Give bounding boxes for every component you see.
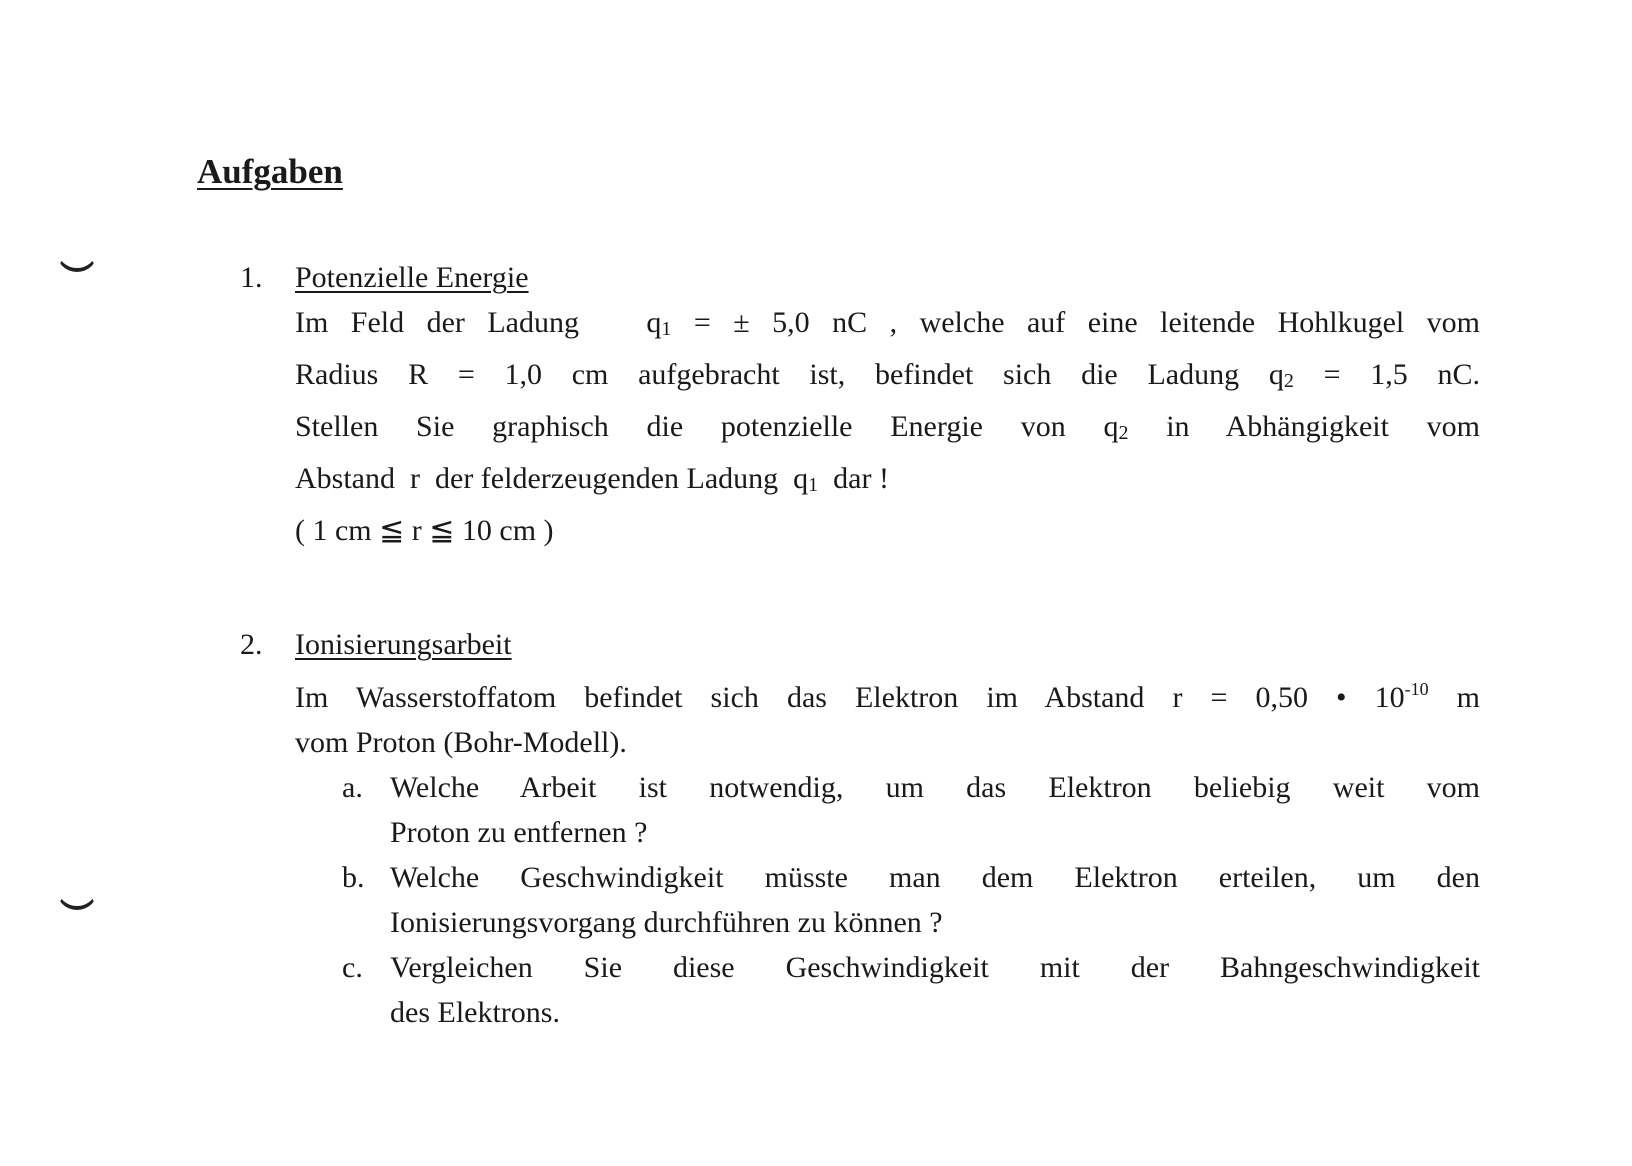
task-body — [295, 667, 1480, 765]
subitem-line: Vergleichen Sie diese Geschwindigkeit mit der Bahngeschwindigkeit — [390, 951, 1480, 984]
subitem-letter: a. — [342, 771, 363, 804]
subitem-text — [390, 945, 1480, 1035]
formula-q1 — [601, 306, 897, 339]
subitem-c — [342, 945, 1480, 1035]
subitem-text — [390, 765, 1480, 855]
subitem-a — [342, 765, 1480, 855]
subitem-list — [342, 765, 1480, 1035]
text-fragment: Stellen Sie graphisch die potenzielle Energie von — [295, 410, 1066, 443]
formula-radius — [1172, 681, 1480, 714]
symbol-q: q — [1103, 410, 1119, 443]
subitem-letter: c. — [342, 951, 363, 984]
text-fragment: Im Wasserstoffatom befindet sich das Elektron im Abstand — [295, 681, 1145, 714]
punch-hole-mark — [56, 244, 98, 272]
text-fragment: Radius — [295, 358, 379, 391]
subscript: 1 — [661, 318, 672, 340]
task-number: 2. — [240, 628, 263, 661]
task-text-line — [295, 667, 1480, 720]
text-fragment: dar ! — [833, 462, 889, 495]
formula-value: r = 0,50 • 10 — [1172, 681, 1405, 714]
formula-q2 — [1269, 358, 1480, 391]
formula-q1 — [793, 462, 818, 495]
task-text-line — [295, 404, 1480, 456]
task-text-line — [295, 352, 1480, 404]
symbol-r: r — [410, 462, 420, 495]
subitem-line: Welche Geschwindigkeit müsste man dem Elektron erteilen, um den — [390, 861, 1480, 894]
text-fragment: der felderzeugenden Ladung — [435, 462, 779, 495]
subitem-letter: b. — [342, 861, 365, 894]
subscript: 2 — [1118, 422, 1129, 444]
text-fragment: in Abhängigkeit vom — [1166, 410, 1481, 443]
range-condition: ( 1 cm ≦ r ≦ 10 cm ) — [295, 514, 554, 547]
subitem-line: des Elektrons. — [390, 996, 560, 1029]
subitem-line: Proton zu entfernen ? — [390, 816, 648, 849]
subitem-line: Welche Arbeit ist notwendig, um das Elektron beliebig weit vom — [390, 771, 1480, 804]
symbol-q: q — [793, 462, 809, 495]
text-fragment: welche auf eine leitende Hohlkugel vom — [919, 306, 1481, 339]
symbol-q: q — [646, 306, 662, 339]
text-fragment: aufgebracht ist, befindet sich die Ladung — [638, 358, 1240, 391]
task-1 — [240, 255, 1480, 553]
formula-value: = ± 5,0 nC , — [671, 306, 898, 339]
formula-radius: R = 1,0 cm — [408, 358, 609, 391]
subscript: 2 — [1283, 370, 1294, 392]
task-title-row — [240, 622, 1480, 667]
text-fragment: Im Feld der Ladung — [295, 306, 579, 339]
formula-unit: m — [1428, 681, 1480, 714]
task-number: 1. — [240, 261, 263, 294]
symbol-q: q — [1268, 358, 1284, 391]
task-title-row — [240, 255, 1480, 300]
task-title: Ionisierungsarbeit — [295, 628, 512, 661]
task-title: Potenzielle Energie — [295, 261, 529, 294]
subscript: 1 — [808, 474, 819, 496]
formula-value: = 1,5 nC. — [1293, 358, 1480, 391]
task-text-line — [295, 456, 1480, 508]
text-fragment: Abstand — [295, 462, 395, 495]
task-text-line — [295, 300, 1480, 352]
task-text-line: vom Proton (Bohr-Modell). — [295, 726, 627, 759]
page-heading: Aufgaben — [197, 152, 343, 191]
formula-q2 — [1103, 410, 1128, 443]
punch-hole-mark — [56, 882, 98, 910]
subitem-b — [342, 855, 1480, 945]
task-body — [295, 300, 1480, 553]
subitem-line: Ionisierungsvorgang durchführen zu können ? — [390, 906, 943, 939]
subitem-text — [390, 855, 1480, 945]
task-2 — [240, 622, 1480, 1035]
superscript: -10 — [1404, 679, 1429, 699]
